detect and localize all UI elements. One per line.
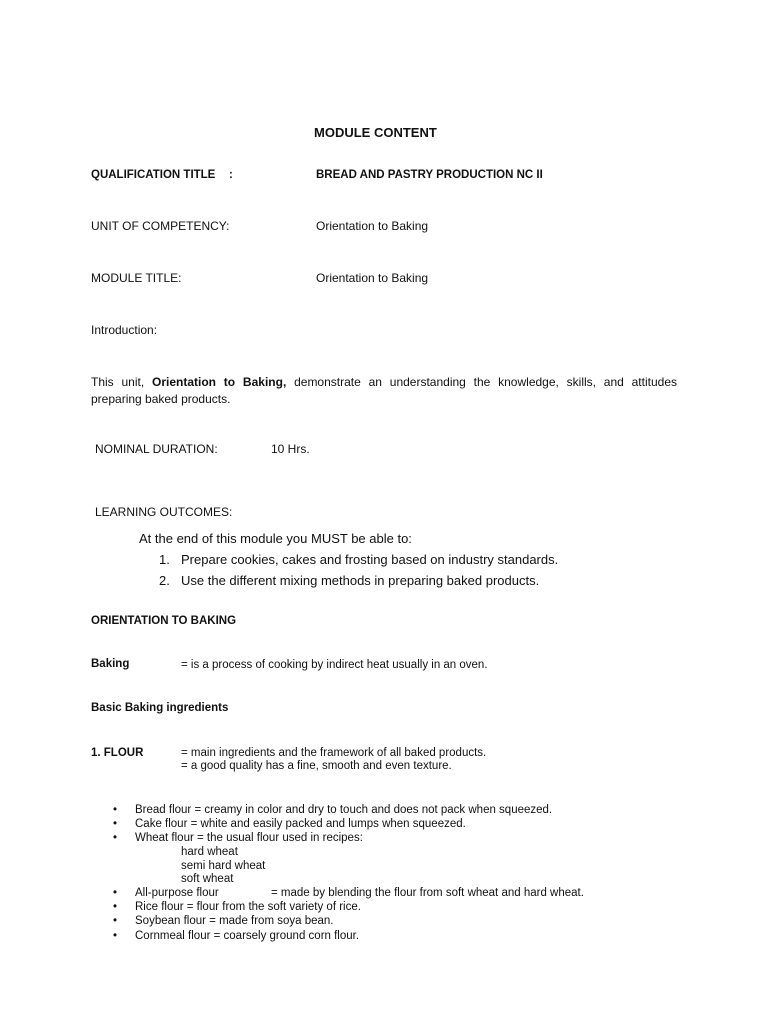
list-item [114, 930, 360, 942]
intro-text-after: demonstrate an understanding the knowledge, skills, and attitudes preparing baked products. [91, 375, 677, 406]
ingredients-heading: Basic Baking ingredients [91, 702, 229, 714]
list-item-text: Wheat flour = the usual flour used in recipes: [135, 832, 363, 844]
list-item-text: Cake flour = white and easily packed and lumps when squeezed. [135, 818, 466, 830]
intro-text-before: This unit, [91, 375, 152, 389]
duration-label: NOMINAL DURATION: [95, 442, 218, 456]
flour-label: 1. FLOUR [91, 747, 144, 759]
page-title: MODULE CONTENT [314, 125, 437, 140]
module-label: MODULE TITLE: [91, 271, 182, 285]
intro-bold-term: Orientation to Baking, [151, 375, 287, 389]
baking-term: Baking [91, 658, 130, 670]
list-item [114, 804, 553, 816]
section-heading: ORIENTATION TO BAKING [91, 615, 237, 627]
all-purpose-definition: = made by blending the flour from soft wheat and hard wheat. [271, 887, 584, 899]
outcome-number: 1. [159, 552, 170, 567]
module-value: Orientation to Baking [316, 271, 429, 285]
unit-label: UNIT OF COMPETENCY: [91, 219, 230, 233]
list-item [114, 832, 363, 844]
list-item [114, 887, 219, 899]
qualification-colon: : [229, 169, 233, 181]
qualification-label: QUALIFICATION TITLE [91, 169, 216, 181]
list-item-text: Soybean flour = made from soya bean. [135, 915, 334, 927]
list-item-text: All-purpose flour [135, 887, 219, 899]
list-item [114, 915, 334, 927]
list-item-text: Rice flour = flour from the soft variety of rice. [135, 901, 361, 913]
wheat-type: soft wheat [181, 873, 234, 885]
learning-outcomes-heading: LEARNING OUTCOMES: [95, 505, 233, 519]
qualification-value: BREAD AND PASTRY PRODUCTION NC II [316, 169, 543, 181]
flour-definition-1: = main ingredients and the framework of all baked products. [181, 747, 487, 759]
unit-value: Orientation to Baking [316, 219, 429, 233]
outcome-text: Use the different mixing methods in preparing baked products. [181, 573, 540, 588]
outcome-text: Prepare cookies, cakes and frosting based on industry standards. [181, 552, 559, 567]
list-item-text: Cornmeal flour = coarsely ground corn flour. [135, 930, 360, 942]
list-item [114, 818, 466, 830]
baking-definition: = is a process of cooking by indirect heat usually in an oven. [181, 659, 488, 671]
list-item [114, 901, 361, 913]
introduction-paragraph [91, 374, 677, 408]
wheat-type: semi hard wheat [181, 860, 266, 872]
outcome-number: 2. [159, 573, 170, 588]
duration-value: 10 Hrs. [271, 442, 310, 456]
learning-outcomes-intro: At the end of this module you MUST be able to: [139, 531, 412, 546]
flour-definition-2: = a good quality has a fine, smooth and even texture. [181, 760, 452, 772]
introduction-heading: Introduction: [91, 323, 158, 337]
wheat-type: hard wheat [181, 846, 238, 858]
list-item-text: Bread flour = creamy in color and dry to touch and does not pack when squeezed. [135, 804, 553, 816]
